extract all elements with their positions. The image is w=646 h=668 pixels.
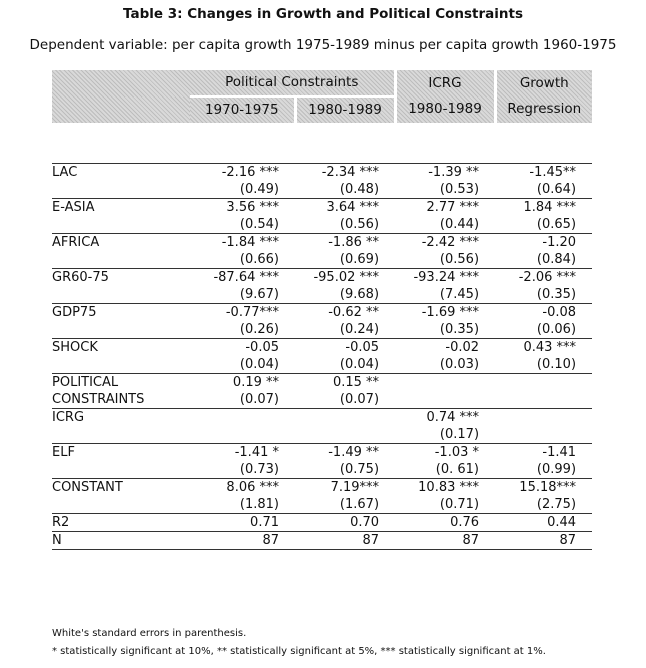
row-label-cont: CONSTRAINTS (52, 392, 145, 407)
se-cell: (0.65) (536, 217, 577, 232)
header-period-1980-1989: 1980-1989 (295, 97, 395, 124)
coef-cell: -1.45** (495, 164, 592, 182)
row-label: SHOCK (52, 339, 190, 357)
coef-cell: 87 (495, 532, 592, 550)
row-label-cont (52, 286, 190, 304)
coef-cell: 87 (395, 532, 495, 550)
coef-cell: 0.74 *** (395, 409, 495, 427)
table-row (52, 234, 592, 252)
coef-cell: -93.24 *** (395, 269, 495, 287)
se-cell (395, 391, 495, 409)
se-cell (495, 426, 592, 444)
row-label-cont (52, 496, 190, 514)
row-label: AFRICA (52, 234, 190, 252)
header-political-constraints: Political Constraints (190, 70, 395, 97)
coef-cell: -2.16 *** (190, 164, 295, 182)
table-row-se (52, 496, 592, 514)
coef-cell (495, 374, 592, 392)
row-label: ELF (52, 444, 190, 462)
coef-cell (395, 374, 495, 392)
row-label-cont (52, 251, 190, 269)
row-label: CONSTANT (52, 479, 190, 497)
se-cell: (0.35) (439, 322, 480, 337)
coef-cell: -1.20 (495, 234, 592, 252)
coef-cell: -1.03 * (395, 444, 495, 462)
header-stub (52, 70, 190, 97)
row-label-cont (52, 216, 190, 234)
header-growth: Growth (495, 70, 592, 97)
se-cell: (0.73) (239, 462, 279, 477)
header-icrg: ICRG (395, 70, 495, 97)
coef-cell: -0.05 (295, 339, 395, 357)
se-cell: (0.26) (239, 322, 279, 337)
se-cell: (2.75) (536, 497, 577, 512)
table-row-se (52, 356, 592, 374)
coef-cell: -1.41 (495, 444, 592, 462)
se-cell: (0.64) (536, 182, 577, 197)
table-row (52, 374, 592, 392)
coef-cell: -0.62 ** (295, 304, 395, 322)
coef-cell: 7.19*** (295, 479, 395, 497)
se-cell: (0.07) (339, 392, 380, 407)
se-cell: (0.35) (536, 287, 577, 302)
coef-cell: 1.84 *** (495, 199, 592, 217)
table-row-se (52, 461, 592, 479)
coef-cell: 87 (295, 532, 395, 550)
se-cell: (0.44) (439, 217, 480, 232)
row-label-cont (52, 321, 190, 339)
coef-cell: 0.71 (190, 514, 295, 532)
se-cell: (0.03) (439, 357, 480, 372)
coef-cell: 0.15 ** (295, 374, 395, 392)
se-cell: (1.67) (339, 497, 380, 512)
table-row (52, 409, 592, 427)
coef-cell: -1.41 * (190, 444, 295, 462)
row-label-cont (52, 356, 190, 374)
se-cell: (0.56) (439, 252, 480, 267)
coef-cell: -95.02 *** (295, 269, 395, 287)
table-row-se (52, 321, 592, 339)
se-cell: (0.04) (239, 357, 279, 372)
se-cell: (7.45) (439, 287, 480, 302)
table-row (52, 479, 592, 497)
se-cell: (0.54) (239, 217, 279, 232)
regression-table (52, 70, 592, 550)
se-cell: (0.07) (239, 392, 279, 407)
coef-cell (190, 409, 295, 427)
row-label-cont (52, 181, 190, 199)
se-cell (495, 391, 592, 409)
coef-cell: 3.56 *** (190, 199, 295, 217)
row-label: GDP75 (52, 304, 190, 322)
row-label-cont (52, 426, 190, 444)
coef-cell: 2.77 *** (395, 199, 495, 217)
coef-cell: -1.49 ** (295, 444, 395, 462)
coef-cell (495, 409, 592, 427)
coef-cell: 10.83 *** (395, 479, 495, 497)
coef-cell: 0.19 ** (190, 374, 295, 392)
row-label: R2 (52, 514, 190, 532)
row-label: LAC (52, 164, 190, 182)
se-cell: (0.10) (536, 357, 577, 372)
se-cell: (0.24) (339, 322, 380, 337)
row-label: ICRG (52, 409, 190, 427)
coef-cell: -0.02 (395, 339, 495, 357)
row-label-cont (52, 461, 190, 479)
se-cell: (0.66) (239, 252, 279, 267)
coef-cell: -0.77*** (190, 304, 295, 322)
header-stub (52, 97, 190, 124)
row-label: GR60-75 (52, 269, 190, 287)
coef-cell: 8.06 *** (190, 479, 295, 497)
coef-cell: -1.69 *** (395, 304, 495, 322)
note-standard-errors: White's standard errors in parenthesis. (52, 628, 247, 639)
row-label: E-ASIA (52, 199, 190, 217)
se-cell: (9.67) (239, 287, 279, 302)
table-row (52, 164, 592, 182)
coef-cell: 87 (190, 532, 295, 550)
table-row (52, 199, 592, 217)
coef-cell (295, 409, 395, 427)
coef-cell: -1.39 ** (395, 164, 495, 182)
header-period-1970-1975: 1970-1975 (190, 97, 295, 124)
se-cell: (0.49) (239, 182, 279, 197)
se-cell: (0.48) (339, 182, 380, 197)
table-row (52, 304, 592, 322)
se-cell: (0. 61) (435, 462, 480, 477)
table-row (52, 339, 592, 357)
row-label: N (52, 532, 190, 550)
se-cell: (9.68) (339, 287, 380, 302)
se-cell: (0.75) (339, 462, 380, 477)
header-row-groups (52, 70, 592, 97)
coef-cell: 0.70 (295, 514, 395, 532)
note-significance: * statistically significant at 10%, ** statistically significant at 5%, *** statistically significant at 1%. (52, 646, 546, 657)
se-cell: (1.81) (239, 497, 279, 512)
coef-cell: -1.86 ** (295, 234, 395, 252)
table-row-se (52, 391, 592, 409)
coef-cell: -2.06 *** (495, 269, 592, 287)
table-subtitle: Dependent variable: per capita growth 1975-1989 minus per capita growth 1960-1975 (29, 37, 617, 53)
coef-cell: 0.76 (395, 514, 495, 532)
header-icrg-period: 1980-1989 (395, 97, 495, 124)
se-cell (295, 426, 395, 444)
coef-cell: 0.43 *** (495, 339, 592, 357)
se-cell: (0.69) (339, 252, 380, 267)
coef-cell: 0.44 (495, 514, 592, 532)
se-cell: (0.84) (536, 252, 577, 267)
se-cell: (0.17) (439, 427, 480, 442)
header-row-periods (52, 97, 592, 124)
se-cell: (0.71) (439, 497, 480, 512)
coef-cell: 15.18*** (495, 479, 592, 497)
table-row (52, 514, 592, 532)
table-row (52, 269, 592, 287)
coef-cell: -0.05 (190, 339, 295, 357)
se-cell (190, 426, 295, 444)
table-row (52, 444, 592, 462)
table-row-se (52, 286, 592, 304)
spacer-row (52, 123, 592, 164)
se-cell: (0.06) (536, 322, 577, 337)
table-row-se (52, 426, 592, 444)
coef-cell: 3.64 *** (295, 199, 395, 217)
row-label: POLITICAL (52, 374, 190, 392)
coef-cell: -0.08 (495, 304, 592, 322)
se-cell: (0.53) (439, 182, 480, 197)
header-regression: Regression (495, 97, 592, 124)
se-cell: (0.56) (339, 217, 380, 232)
se-cell: (0.99) (536, 462, 577, 477)
se-cell: (0.04) (339, 357, 380, 372)
coef-cell: -2.34 *** (295, 164, 395, 182)
table-row-se (52, 251, 592, 269)
table-row-se (52, 216, 592, 234)
table-title: Table 3: Changes in Growth and Political Constraints (122, 6, 523, 22)
coef-cell: -1.84 *** (190, 234, 295, 252)
table-row (52, 532, 592, 550)
table-row-se (52, 181, 592, 199)
coef-cell: -87.64 *** (190, 269, 295, 287)
coef-cell: -2.42 *** (395, 234, 495, 252)
